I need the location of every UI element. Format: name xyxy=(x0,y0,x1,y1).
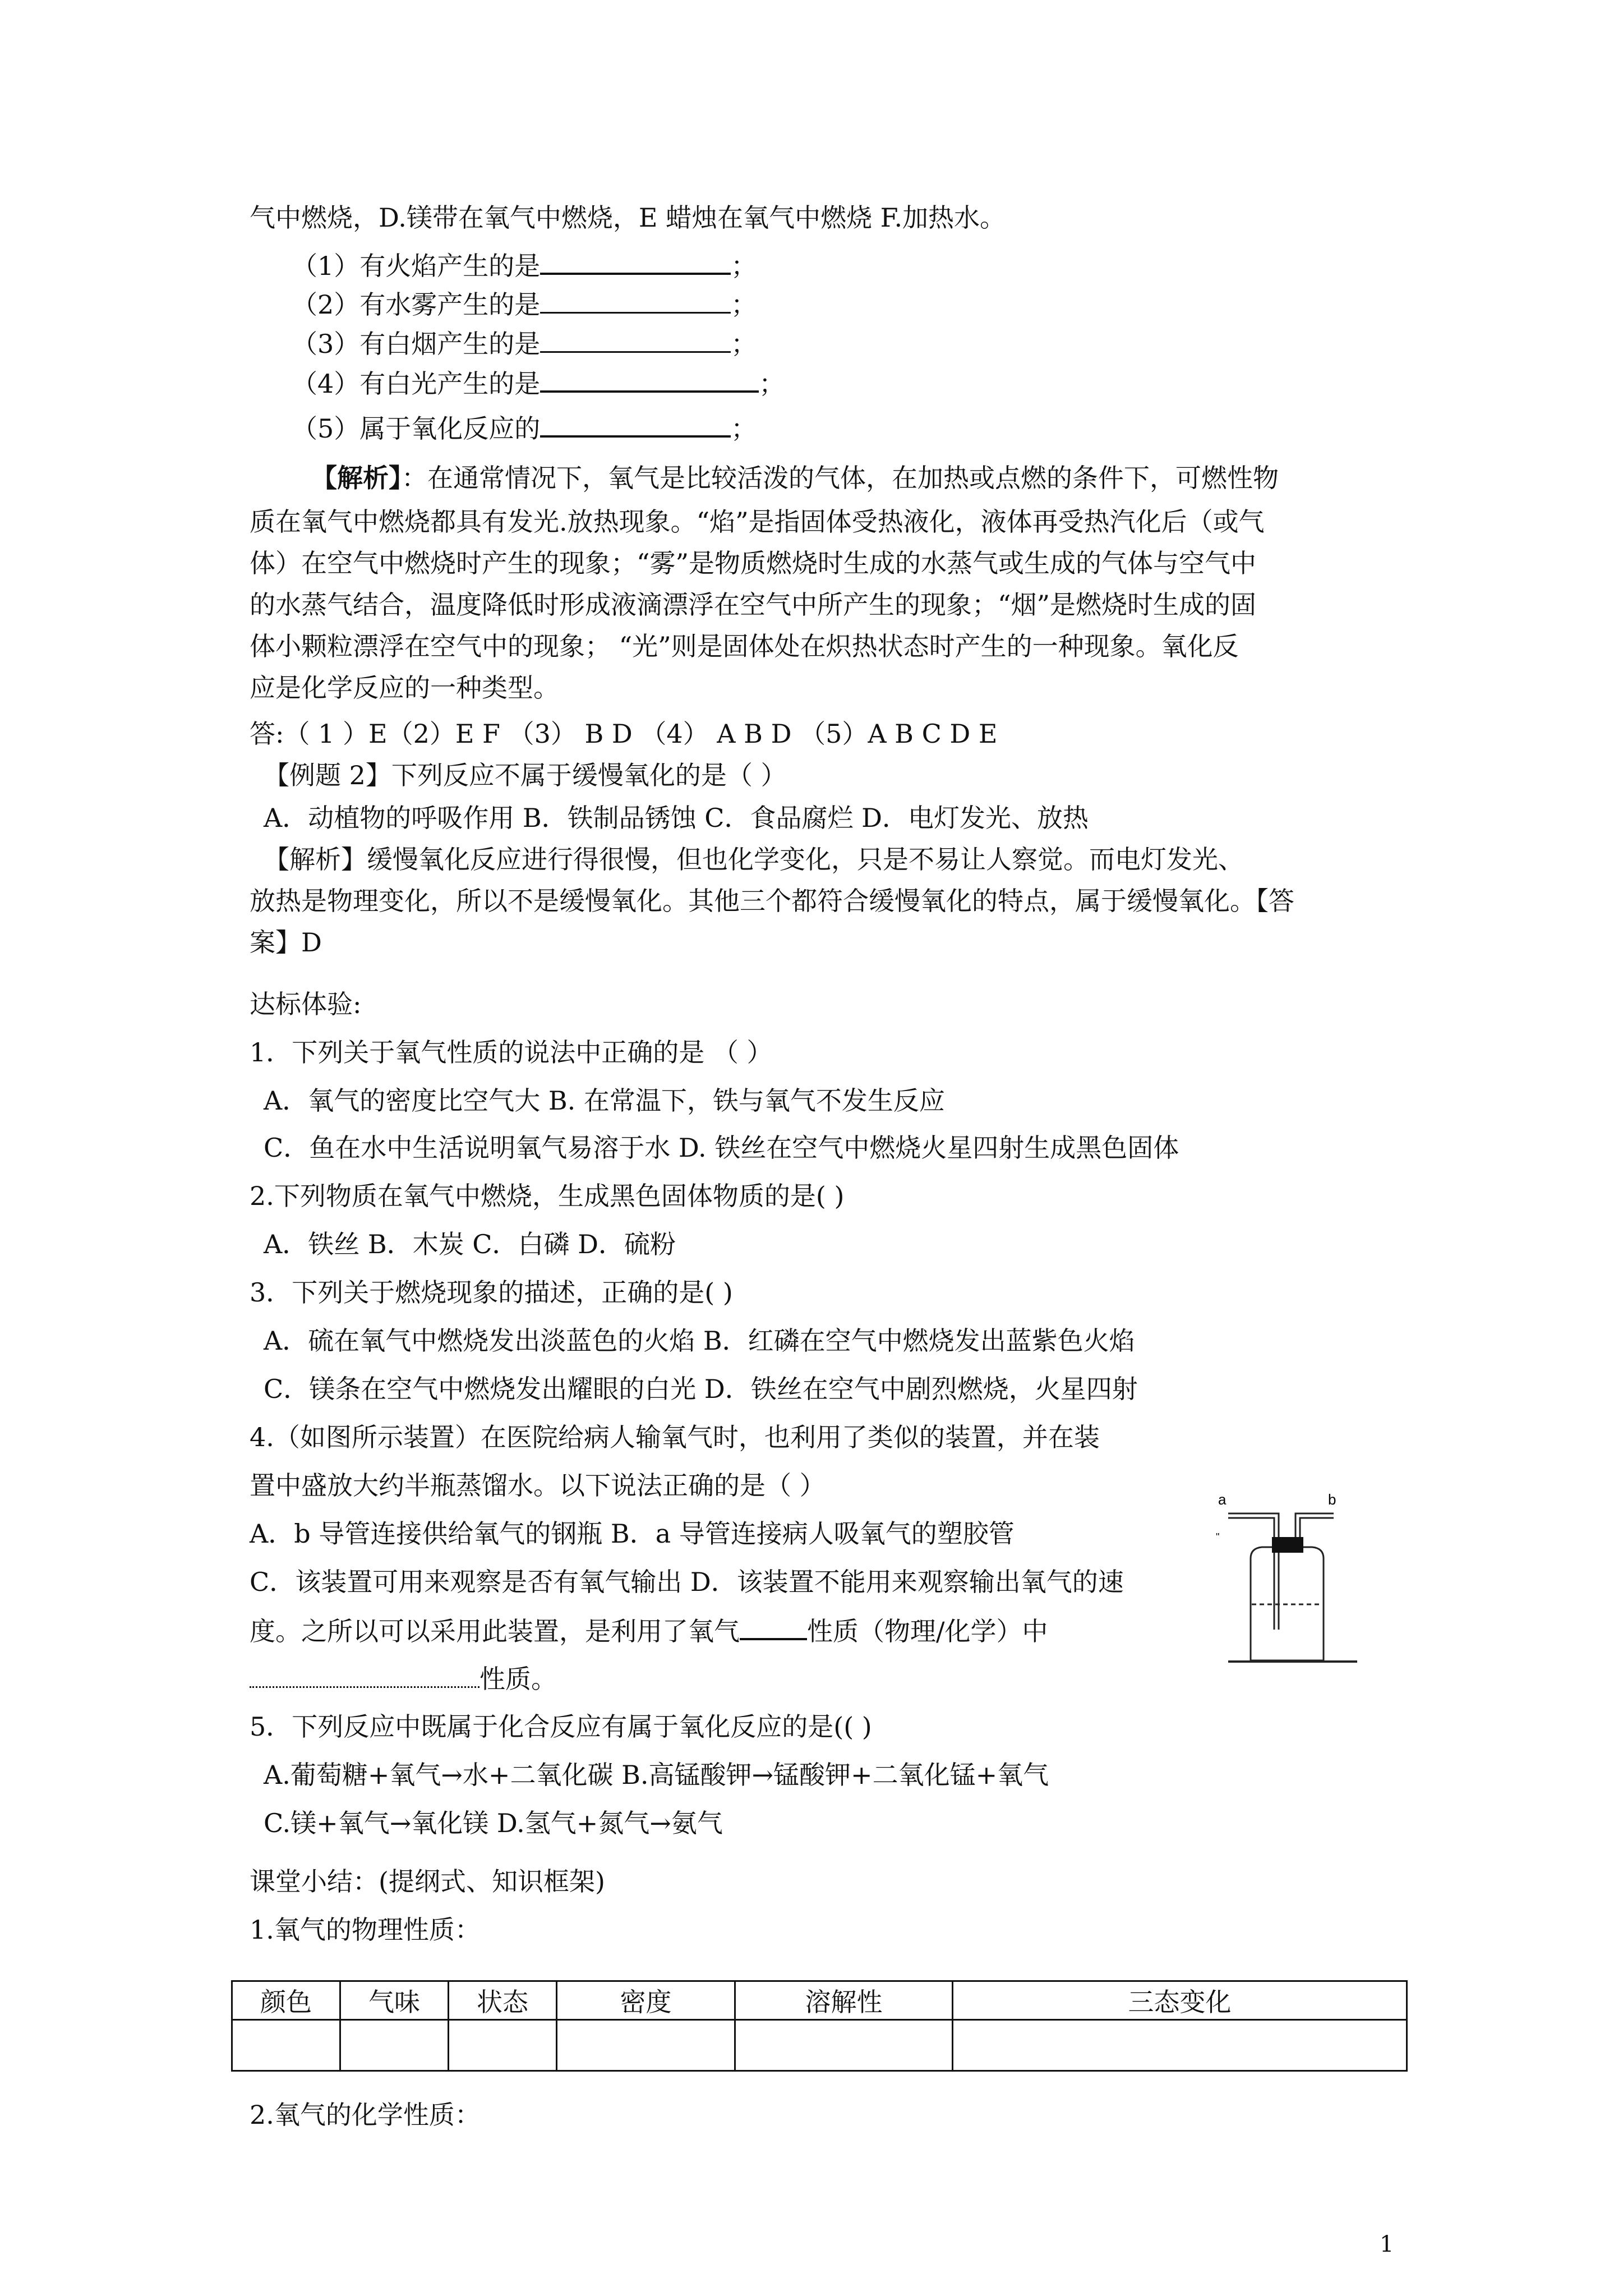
analysis-1-line-1 xyxy=(311,461,1279,495)
example-2-options: A．动植物的呼吸作用 B．铁制品锈蚀 C．食品腐烂 D．电灯发光、放热 xyxy=(264,803,1089,833)
practice-q3: 3．下列关于燃烧现象的描述，正确的是( ) xyxy=(250,1277,733,1308)
analysis-text: ：在通常情况下，氧气是比较活泼的气体，在加热或点燃的条件下，可燃性物 xyxy=(402,463,1279,493)
question-3-label: （3）有白烟产生的是 xyxy=(292,329,541,359)
question-1 xyxy=(292,248,757,283)
question-4-label: （4）有白光产生的是 xyxy=(292,369,541,399)
practice-heading: 达标体验: xyxy=(250,989,362,1019)
practice-q5-options-cd: C.镁+氧气→氧化镁 D.氢气+氮气→氨气 xyxy=(264,1808,723,1838)
example-2-analysis-2: 放热是物理变化，所以不是缓慢氧化。其他三个都符合缓慢氧化的特点，属于缓慢氧化。【答 xyxy=(250,886,1294,916)
table-header-solubility: 溶解性 xyxy=(735,1981,953,2020)
page-number: 1 xyxy=(1380,2231,1394,2257)
analysis-tag: 【解析】 xyxy=(311,463,402,493)
practice-q4-fill-text-3: 性质。 xyxy=(479,1664,557,1694)
figure-label-b: b xyxy=(1328,1491,1336,1508)
example-2-title: 【例题 2】下列反应不属于缓慢氧化的是（ ） xyxy=(264,760,787,790)
question-2-end: ； xyxy=(731,289,757,320)
practice-q1-options-cd: C．鱼在水中生活说明氧气易溶于水 D. 铁丝在空气中燃烧火星四射生成黑色固体 xyxy=(264,1133,1179,1163)
answer-1: 答:（ 1 ）E（2）E F （3） B D （4） A B D （5）A B C D E xyxy=(250,719,998,749)
table-header-state: 状态 xyxy=(449,1981,557,2020)
practice-q5-options-ab: A.葡萄糖+氧气→水+二氧化碳 B.高锰酸钾→锰酸钾+二氧化锰+氧气 xyxy=(264,1760,1049,1790)
practice-q5: 5．下列反应中既属于化合反应有属于氧化反应的是(( ) xyxy=(250,1711,872,1742)
practice-q3-options-ab: A．硫在氧气中燃烧发出淡蓝色的火焰 B．红磷在空气中燃烧发出蓝紫色火焰 xyxy=(264,1326,1135,1356)
analysis-1-line-3: 体）在空气中燃烧时产生的现象；“雾”是物质燃烧时生成的水蒸气或生成的气体与空气中 xyxy=(250,548,1257,578)
table-header-smell: 气味 xyxy=(340,1981,449,2020)
analysis-1-line-4: 的水蒸气结合，温度降低时形成液滴漂浮在空气中所产生的现象；“烟”是燃烧时生成的固 xyxy=(250,590,1257,620)
question-1-end: ； xyxy=(731,251,757,281)
question-2-label: （2）有水雾产生的是 xyxy=(292,289,541,320)
table-cell[interactable] xyxy=(232,2020,340,2071)
answer-blank-3[interactable] xyxy=(540,326,731,353)
question-5 xyxy=(292,411,757,445)
figure-label-a: a xyxy=(1218,1491,1227,1508)
table-cell[interactable] xyxy=(953,2020,1407,2071)
question-4 xyxy=(292,366,785,401)
practice-q2-options: A．铁丝 B．木炭 C．白磷 D．硫粉 xyxy=(264,1229,676,1259)
table-cell[interactable] xyxy=(735,2020,953,2071)
practice-q4-cont: 置中盛放大约半瓶蒸馏水。以下说法正确的是（ ） xyxy=(250,1470,826,1501)
intro-line: 气中燃烧，D.镁带在氧气中燃烧，E 蜡烛在氧气中燃烧 F.加热水。 xyxy=(250,203,1006,233)
physical-properties-table xyxy=(231,1980,1408,2072)
practice-q2: 2.下列物质在氧气中燃烧，生成黑色固体物质的是( ) xyxy=(250,1181,845,1211)
table-header-phase-change: 三态变化 xyxy=(953,1981,1407,2020)
answer-blank-2[interactable] xyxy=(540,287,731,314)
table-header-row xyxy=(232,1981,1407,2020)
answer-blank-1[interactable] xyxy=(540,248,731,275)
example-2-analysis-3: 案】D xyxy=(250,927,322,958)
analysis-1-line-5: 体小颗粒漂浮在空气中的现象； “光”则是固体处在炽热状态时产生的一种现象。氧化反 xyxy=(250,631,1239,661)
table-cell[interactable] xyxy=(340,2020,449,2071)
summary-chemical: 2.氧气的化学性质： xyxy=(250,2100,481,2130)
table-row xyxy=(232,2020,1407,2071)
practice-q4-fill-2 xyxy=(250,1662,557,1696)
practice-q4-options-ab: A．b 导管连接供给氧气的钢瓶 B．a 导管连接病人吸氧气的塑胶管 xyxy=(250,1519,1015,1549)
practice-q4-fill xyxy=(250,1613,1048,1648)
answer-blank-4[interactable] xyxy=(540,366,759,393)
question-5-label: （5）属于氧化反应的 xyxy=(292,413,541,444)
answer-blank-q4b[interactable] xyxy=(250,1662,479,1688)
table-header-color: 颜色 xyxy=(232,1981,340,2020)
question-1-label: （1）有火焰产生的是 xyxy=(292,251,541,281)
practice-q3-options-cd: C．镁条在空气中燃烧发出耀眼的白光 D．铁丝在空气中剧烈燃烧，火星四射 xyxy=(264,1374,1138,1404)
table-cell[interactable] xyxy=(449,2020,557,2071)
practice-q4: 4.（如图所示装置）在医院给病人输氧气时，也利用了类似的装置，并在装 xyxy=(250,1422,1100,1452)
answer-blank-5[interactable] xyxy=(540,411,731,438)
summary-physical: 1.氧气的物理性质： xyxy=(250,1915,481,1945)
question-3 xyxy=(292,326,757,361)
analysis-1-line-2: 质在氧气中燃烧都具有发光.放热现象。“焰”是指固体受热液化，液体再受热汽化后（或气 xyxy=(250,507,1265,537)
question-3-end: ； xyxy=(731,329,757,359)
analysis-1-line-6: 应是化学反应的一种类型。 xyxy=(250,673,559,703)
svg-text:": " xyxy=(1216,1531,1220,1543)
question-4-end: ； xyxy=(759,369,785,399)
gas-washing-bottle-figure xyxy=(1217,1492,1363,1672)
practice-q4-fill-text: 度。之所以可以采用此装置，是利用了氧气 xyxy=(250,1616,740,1646)
table-cell[interactable] xyxy=(557,2020,735,2071)
practice-q1: 1．下列关于氧气性质的说法中正确的是 （ ） xyxy=(250,1037,773,1068)
table-header-density: 密度 xyxy=(557,1981,735,2020)
practice-q4-options-cd: C．该装置可用来观察是否有氧气输出 D．该装置不能用来观察输出氧气的速 xyxy=(250,1567,1124,1597)
answer-blank-q4a[interactable] xyxy=(740,1613,807,1640)
practice-q1-options-ab: A．氧气的密度比空气大 B. 在常温下，铁与氧气不发生反应 xyxy=(264,1085,945,1116)
practice-q4-fill-text-2: 性质（物理/化学）中 xyxy=(807,1616,1048,1646)
question-2 xyxy=(292,287,757,321)
example-2-analysis-1: 【解析】缓慢氧化反应进行得很慢，但也化学变化，只是不易让人察觉。而电灯发光、 xyxy=(264,844,1244,875)
question-5-end: ； xyxy=(731,413,757,444)
summary-heading: 课堂小结：(提纲式、知识框架) xyxy=(250,1866,605,1897)
